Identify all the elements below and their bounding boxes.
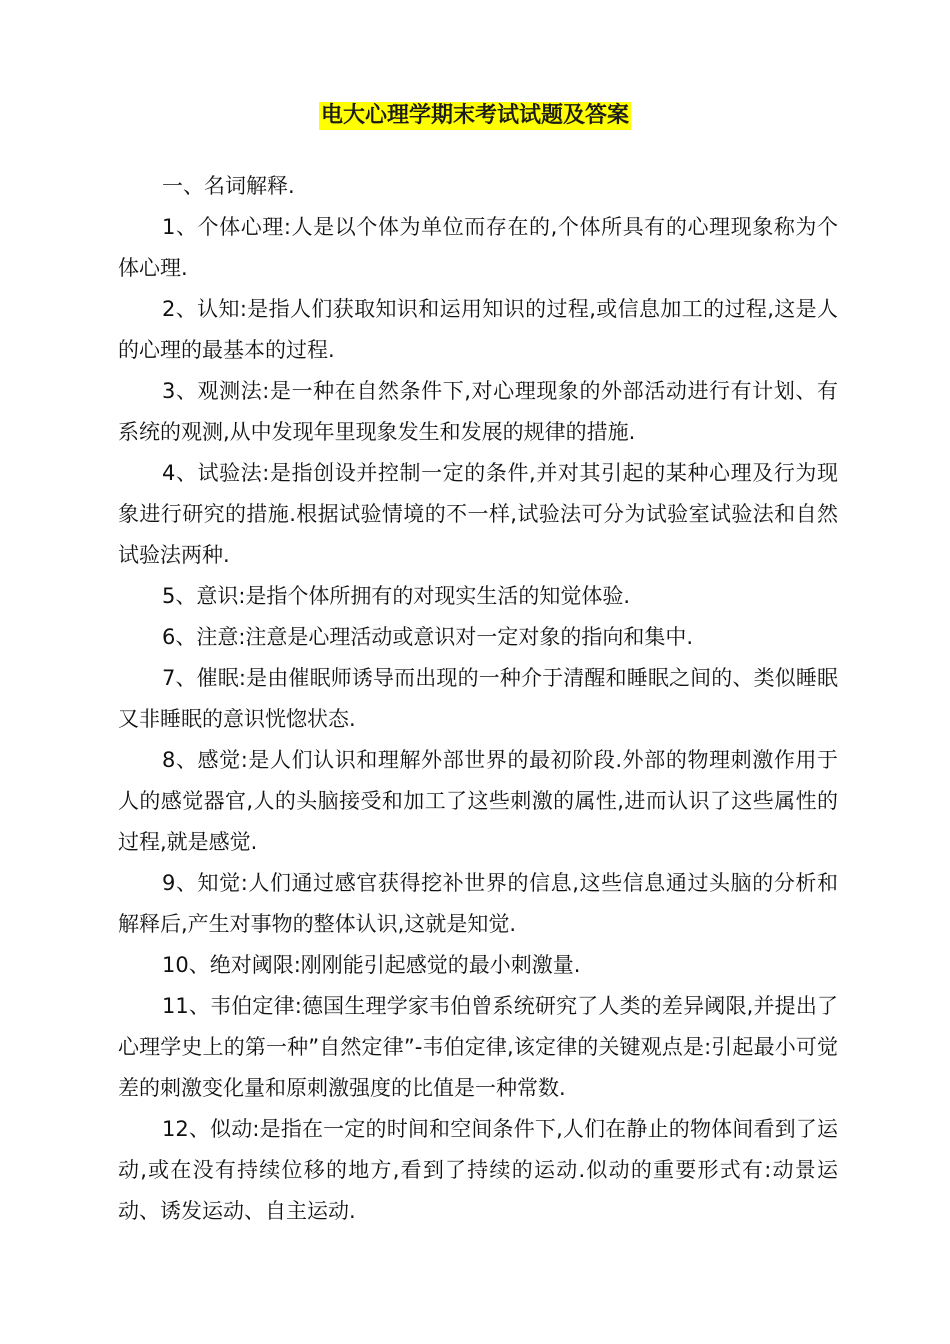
- section-heading: 一、名词解释.: [162, 174, 295, 198]
- definition-item-7: 7、催眠:是由催眠师诱导而出现的一种介于清醒和睡眠之间的、类似睡眠又非睡眠的意识恍惚状态.: [118, 666, 838, 731]
- definition-item-3: 3、观测法:是一种在自然条件下,对心理现象的外部活动进行有计划、有系统的观测,从中发现年里现象发生和发展的规律的措施.: [118, 379, 838, 444]
- definition-item-6: 6、注意:注意是心理活动或意识对一定对象的指向和集中.: [162, 625, 694, 649]
- definition-item-1: 1、个体心理:人是以个体为单位而存在的,个体所具有的心理现象称为个体心理.: [118, 215, 838, 280]
- title-area: [0, 102, 950, 130]
- document-body: [118, 166, 838, 1232]
- document-title: 电大心理学期末考试试题及答案: [320, 103, 629, 128]
- definition-item-11: 11、韦伯定律:德国生理学家韦伯曾系统研究了人类的差异阈限,并提出了心理学史上的第一种”自然定律”-韦伯定律,该定律的关键观点是:引起最小可觉差的刺激变化量和原刺激强度的比值是一种常数.: [118, 994, 838, 1100]
- definition-item-12: 12、似动:是指在一定的时间和空间条件下,人们在静止的物体间看到了运动,或在没有持续位移的地方,看到了持续的运动.似动的重要形式有:动景运动、诱发运动、自主运动.: [118, 1117, 838, 1223]
- definition-item-8: 8、感觉:是人们认识和理解外部世界的最初阶段.外部的物理刺激作用于人的感觉器官,人的头脑接受和加工了这些刺激的属性,进而认识了这些属性的过程,就是感觉.: [118, 748, 838, 854]
- definition-item-4: 4、试验法:是指创设并控制一定的条件,并对其引起的某种心理及行为现象进行研究的措施.根据试验情境的不一样,试验法可分为试验室试验法和自然试验法两种.: [118, 461, 838, 567]
- definition-item-10: 10、绝对阈限:刚刚能引起感觉的最小刺激量.: [162, 953, 581, 977]
- definition-item-2: 2、认知:是指人们获取知识和运用知识的过程,或信息加工的过程,这是人的心理的最基本的过程.: [118, 297, 838, 362]
- definition-item-9: 9、知觉:人们通过感官获得挖补世界的信息,这些信息通过头脑的分析和解释后,产生对事物的整体认识,这就是知觉.: [118, 871, 838, 936]
- definition-item-5: 5、意识:是指个体所拥有的对现实生活的知觉体验.: [162, 584, 631, 608]
